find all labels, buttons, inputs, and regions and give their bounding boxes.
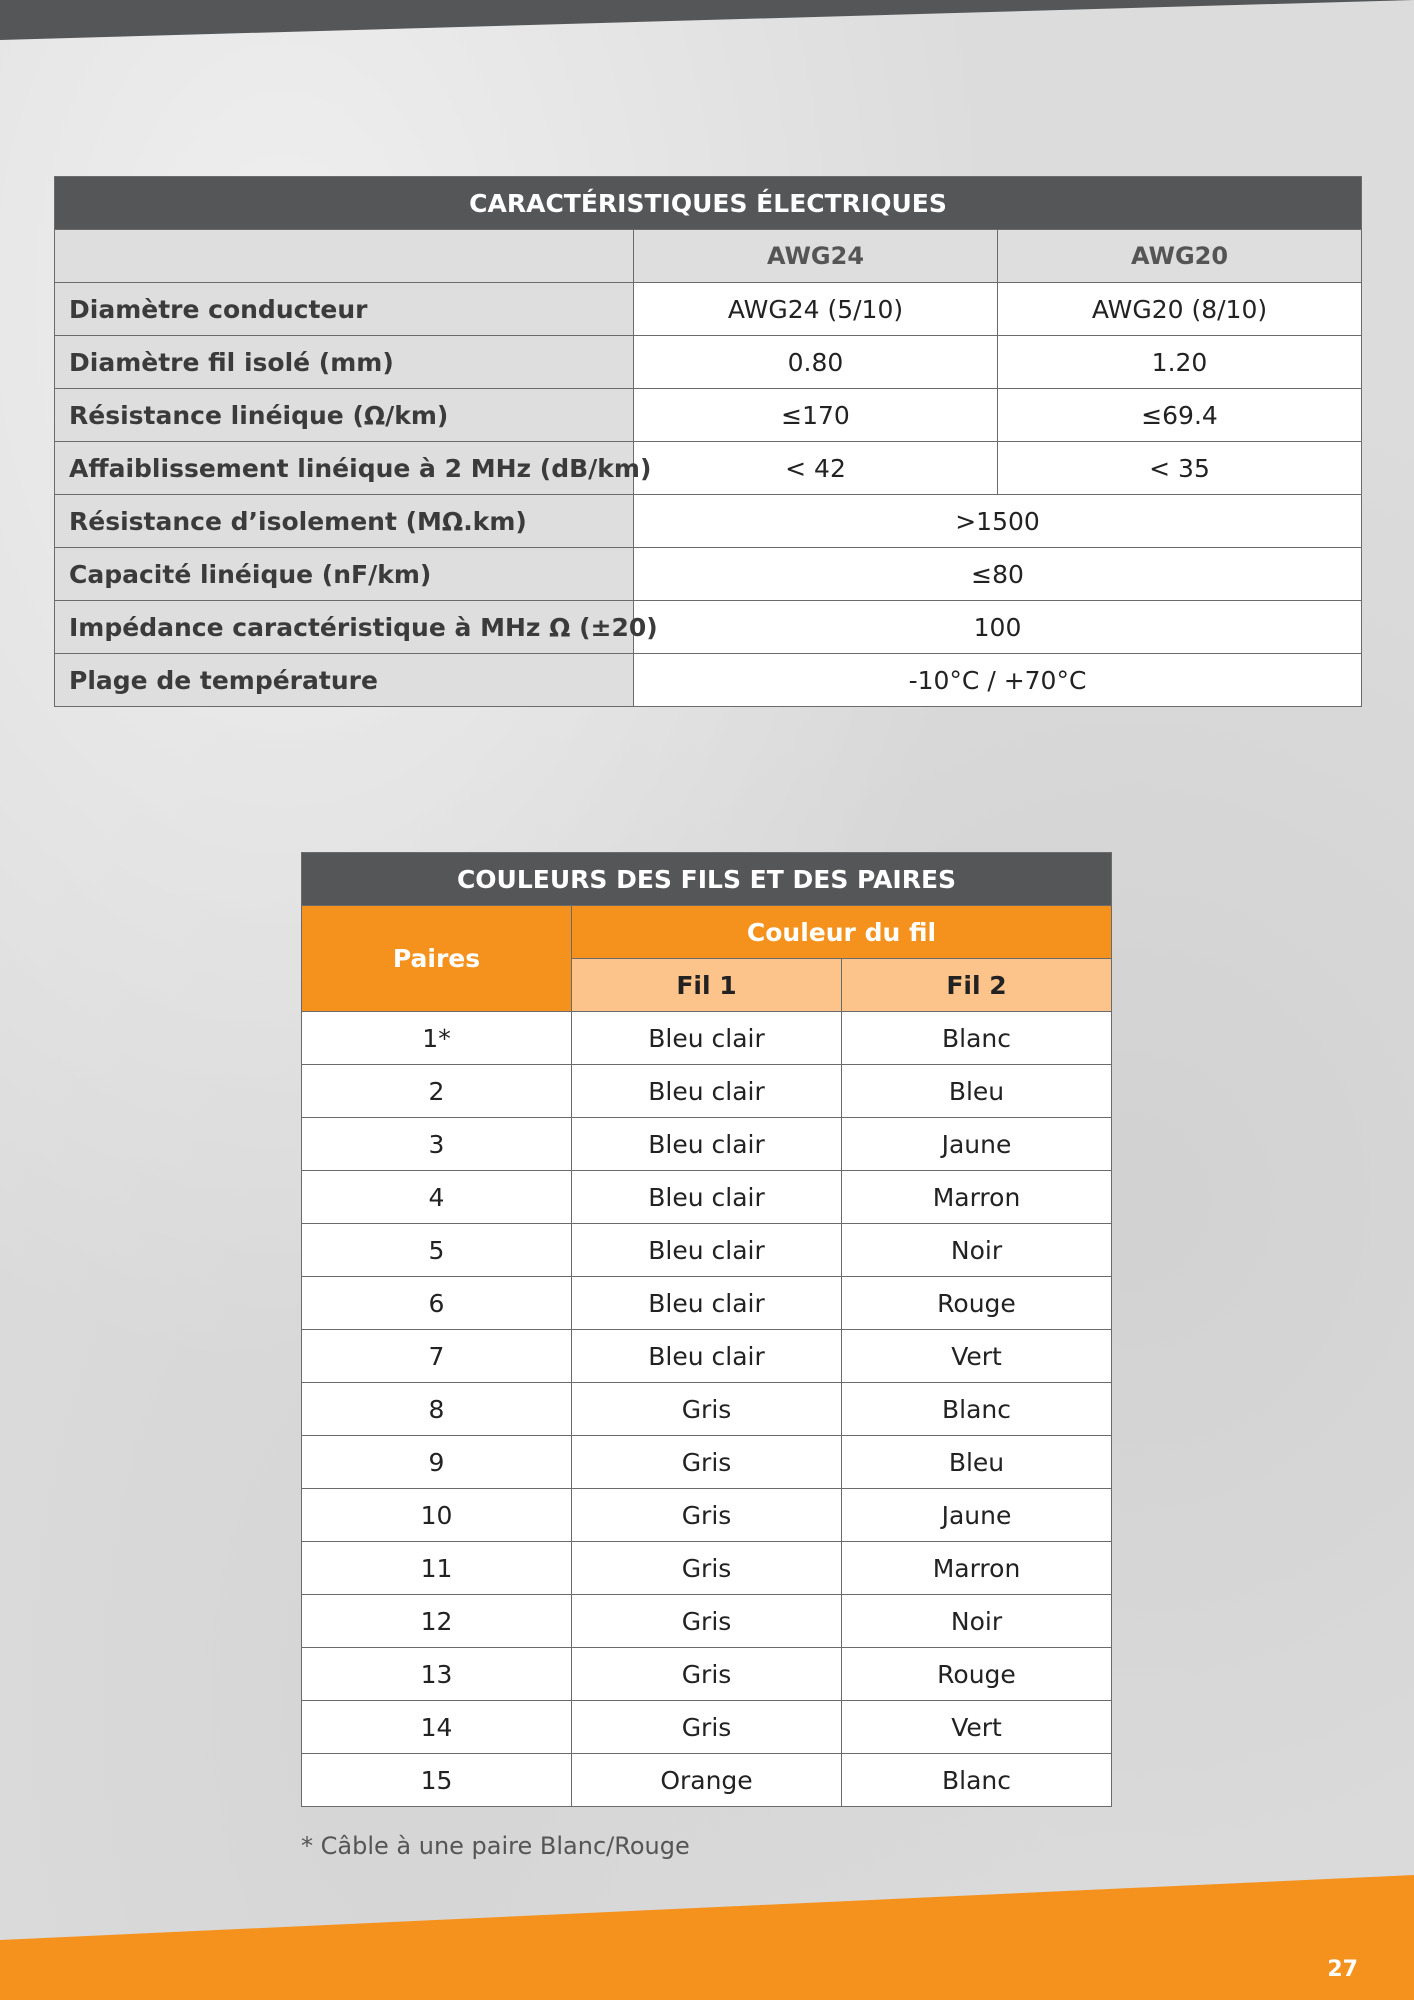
electrical-row: [55, 495, 1362, 548]
pair-number: 6: [302, 1277, 572, 1330]
table-row: [302, 1489, 1112, 1542]
fil1-color: Gris: [572, 1595, 842, 1648]
row-label: Capacité linéique (nF/km): [55, 548, 634, 601]
fil2-color: Vert: [842, 1701, 1112, 1754]
pair-number: 3: [302, 1118, 572, 1171]
fil1-color: Bleu clair: [572, 1012, 842, 1065]
awg20-value: 1.20: [998, 336, 1362, 389]
table-row: [302, 1065, 1112, 1118]
pairs-header: Paires: [302, 906, 572, 1012]
electrical-row: [55, 442, 1362, 495]
electrical-row: [55, 654, 1362, 707]
fil1-color: Bleu clair: [572, 1171, 842, 1224]
fil1-color: Gris: [572, 1701, 842, 1754]
fil2-color: Jaune: [842, 1489, 1112, 1542]
fil1-color: Gris: [572, 1489, 842, 1542]
fil2-color: Bleu: [842, 1436, 1112, 1489]
column-header-awg20: AWG20: [998, 230, 1362, 283]
fil2-header: Fil 2: [842, 959, 1112, 1012]
fil1-color: Bleu clair: [572, 1277, 842, 1330]
fil1-header: Fil 1: [572, 959, 842, 1012]
fil2-color: Rouge: [842, 1648, 1112, 1701]
fil1-color: Gris: [572, 1648, 842, 1701]
awg24-value: 0.80: [634, 336, 998, 389]
fil2-color: Rouge: [842, 1277, 1112, 1330]
wire-color-header: Couleur du fil: [572, 906, 1112, 959]
fil1-color: Orange: [572, 1754, 842, 1807]
fil1-color: Gris: [572, 1542, 842, 1595]
row-label: Diamètre conducteur: [55, 283, 634, 336]
pair-number: 9: [302, 1436, 572, 1489]
fil2-color: Blanc: [842, 1383, 1112, 1436]
electrical-row: [55, 336, 1362, 389]
electrical-characteristics-table: [54, 176, 1362, 707]
table-row: [302, 1277, 1112, 1330]
pair-number: 11: [302, 1542, 572, 1595]
awg24-value: AWG24 (5/10): [634, 283, 998, 336]
row-label: Plage de température: [55, 654, 634, 707]
row-label: Impédance caractéristique à MHz Ω (±20): [55, 601, 634, 654]
awg20-value: < 35: [998, 442, 1362, 495]
awg24-value: ≤170: [634, 389, 998, 442]
table-row: [302, 1595, 1112, 1648]
column-header-awg24: AWG24: [634, 230, 998, 283]
fil2-color: Blanc: [842, 1754, 1112, 1807]
fil1-color: Bleu clair: [572, 1330, 842, 1383]
electrical-row: [55, 601, 1362, 654]
table-row: [302, 1383, 1112, 1436]
fil1-color: Bleu clair: [572, 1118, 842, 1171]
awg20-value: AWG20 (8/10): [998, 283, 1362, 336]
fil1-color: Bleu clair: [572, 1224, 842, 1277]
row-label: Affaiblissement linéique à 2 MHz (dB/km): [55, 442, 634, 495]
fil1-color: Gris: [572, 1383, 842, 1436]
fil2-color: Noir: [842, 1224, 1112, 1277]
table-row: [302, 1118, 1112, 1171]
table-row: [302, 1330, 1112, 1383]
table-row: [302, 1224, 1112, 1277]
fil2-color: Bleu: [842, 1065, 1112, 1118]
table-row: [302, 1754, 1112, 1807]
fil1-color: Bleu clair: [572, 1065, 842, 1118]
footnote: * Câble à une paire Blanc/Rouge: [301, 1832, 690, 1860]
electrical-corner-cell: [55, 230, 634, 283]
awg20-value: ≤69.4: [998, 389, 1362, 442]
fil2-color: Vert: [842, 1330, 1112, 1383]
row-label: Résistance linéique (Ω/km): [55, 389, 634, 442]
electrical-row: [55, 548, 1362, 601]
top-dark-band: [0, 0, 1414, 40]
shared-value: 100: [634, 601, 1362, 654]
fil2-color: Noir: [842, 1595, 1112, 1648]
shared-value: -10°C / +70°C: [634, 654, 1362, 707]
pair-number: 1*: [302, 1012, 572, 1065]
page-number: 27: [1327, 1957, 1358, 1982]
electrical-row: [55, 389, 1362, 442]
fil2-color: Jaune: [842, 1118, 1112, 1171]
table-row: [302, 1012, 1112, 1065]
pair-number: 13: [302, 1648, 572, 1701]
pair-number: 2: [302, 1065, 572, 1118]
wire-colors-table-title: COULEURS DES FILS ET DES PAIRES: [302, 853, 1112, 906]
pair-number: 7: [302, 1330, 572, 1383]
pair-number: 5: [302, 1224, 572, 1277]
awg24-value: < 42: [634, 442, 998, 495]
row-label: Diamètre fil isolé (mm): [55, 336, 634, 389]
table-row: [302, 1542, 1112, 1595]
table-row: [302, 1436, 1112, 1489]
fil2-color: Blanc: [842, 1012, 1112, 1065]
bottom-orange-band: [0, 1875, 1414, 2000]
table-row: [302, 1171, 1112, 1224]
wire-colors-table: [301, 852, 1112, 1807]
table-row: [302, 1701, 1112, 1754]
table-row: [302, 1648, 1112, 1701]
pair-number: 12: [302, 1595, 572, 1648]
electrical-table-title: CARACTÉRISTIQUES ÉLECTRIQUES: [55, 177, 1362, 230]
row-label: Résistance d’isolement (MΩ.km): [55, 495, 634, 548]
fil1-color: Gris: [572, 1436, 842, 1489]
pair-number: 15: [302, 1754, 572, 1807]
pair-number: 4: [302, 1171, 572, 1224]
pair-number: 14: [302, 1701, 572, 1754]
shared-value: ≤80: [634, 548, 1362, 601]
pair-number: 10: [302, 1489, 572, 1542]
fil2-color: Marron: [842, 1171, 1112, 1224]
shared-value: >1500: [634, 495, 1362, 548]
pair-number: 8: [302, 1383, 572, 1436]
fil2-color: Marron: [842, 1542, 1112, 1595]
electrical-row: [55, 283, 1362, 336]
